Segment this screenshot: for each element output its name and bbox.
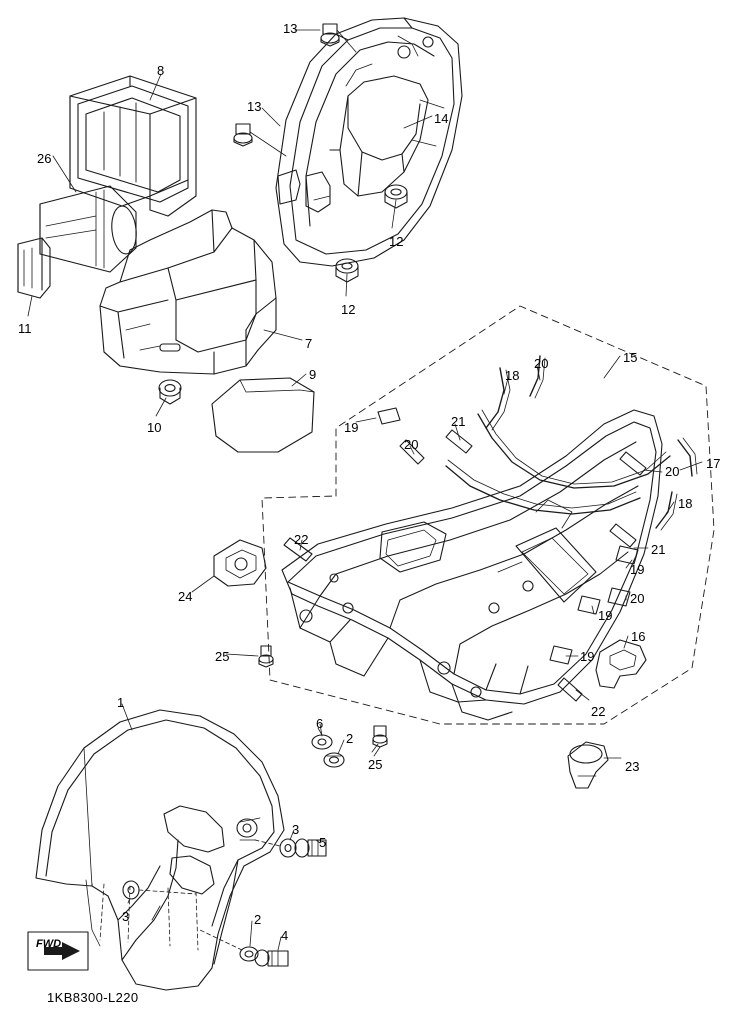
- callout-number: 18: [678, 496, 693, 511]
- forward-direction-label: FWD: [36, 938, 62, 950]
- callout-number: 15: [623, 350, 638, 365]
- callout-number: 20: [404, 437, 419, 452]
- callout-number: 6: [316, 716, 324, 731]
- callout-number: 12: [389, 234, 404, 249]
- callout-number: 7: [305, 336, 313, 351]
- callout-number: 19: [344, 420, 359, 435]
- callout-number: 2: [254, 912, 262, 927]
- callout-number: 11: [18, 321, 32, 336]
- callout-number: 1: [117, 695, 125, 710]
- part-number-label: 1KB8300-L220: [47, 990, 139, 1005]
- callout-number: 19: [598, 608, 613, 623]
- callout-number: 20: [534, 356, 549, 371]
- callout-number: 17: [706, 456, 721, 471]
- callout-number: 4: [281, 928, 289, 943]
- callout-number: 25: [215, 649, 230, 664]
- callout-number: 24: [178, 589, 193, 604]
- callout-number: 14: [434, 111, 449, 126]
- callout-number: 12: [341, 302, 356, 317]
- callout-number: 18: [505, 368, 520, 383]
- callout-number: 10: [147, 420, 162, 435]
- callout-number: 2: [346, 731, 354, 746]
- callout-number: 20: [630, 591, 645, 606]
- callout-number: 22: [294, 532, 309, 547]
- callout-number: 5: [319, 835, 327, 850]
- callout-number: 21: [451, 414, 466, 429]
- callout-number: 21: [651, 542, 666, 557]
- callout-number: 23: [625, 759, 640, 774]
- callout-number: 16: [631, 629, 646, 644]
- callout-number: 13: [283, 21, 298, 36]
- callout-number: 26: [37, 151, 52, 166]
- callout-number: 22: [591, 704, 606, 719]
- callout-number: 13: [247, 99, 262, 114]
- callout-number: 8: [157, 63, 165, 78]
- callout-number: 20: [665, 464, 680, 479]
- callout-number: 19: [630, 562, 645, 577]
- callout-number: 3: [122, 909, 130, 924]
- callout-number: 3: [292, 822, 300, 837]
- callout-number: 19: [580, 649, 595, 664]
- callout-number: 25: [368, 757, 383, 772]
- callout-number: 9: [309, 367, 317, 382]
